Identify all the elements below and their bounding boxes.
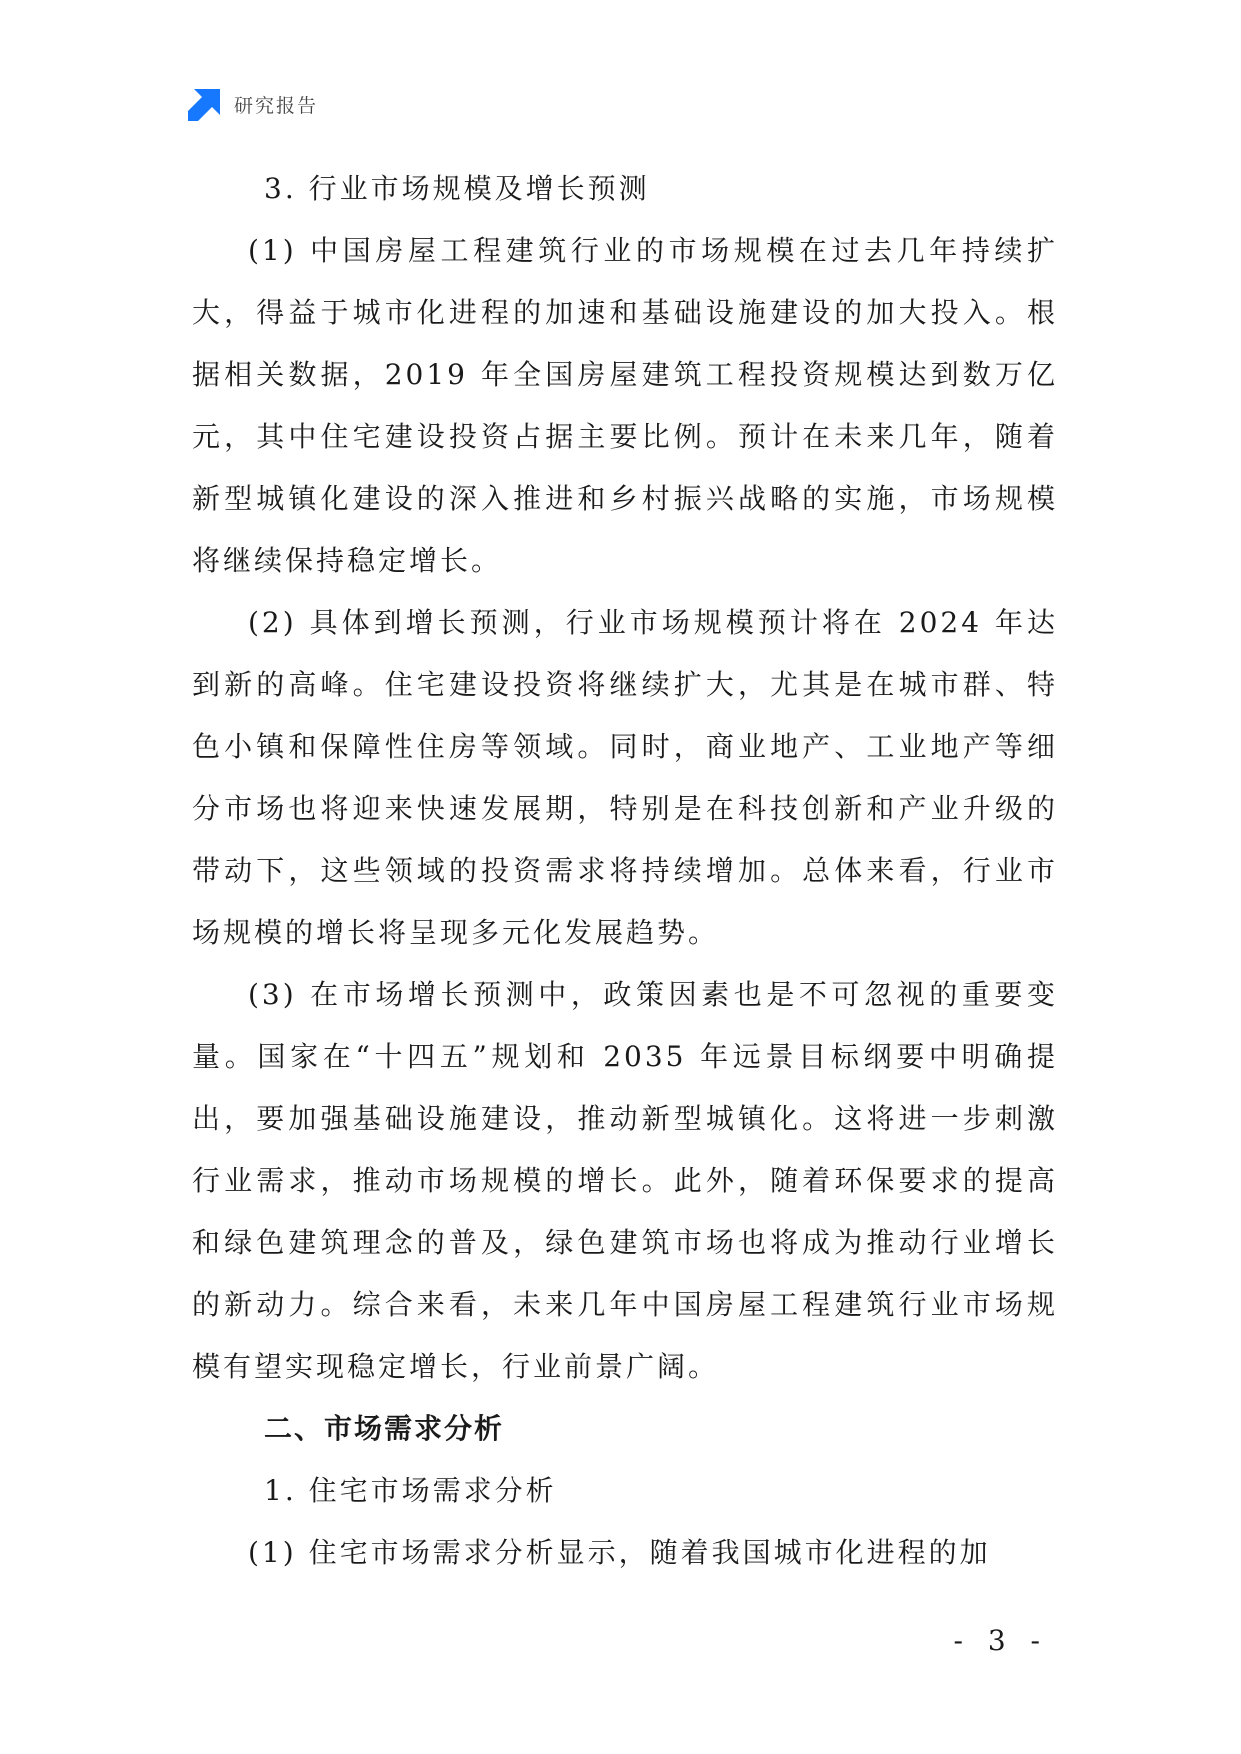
- page-number: - 3 -: [953, 1624, 1048, 1657]
- document-body: [192, 158, 1058, 1584]
- paragraph-3: (3) 在市场增长预测中，政策因素也是不可忽视的重要变量。国家在“十四五”规划和 2035 年远景目标纲要中明确提出，要加强基础设施建设，推动新型城镇化。这将进一步刺激行业需求，推动市场规模的增长。此外，随着环保要求的提高和绿色建筑理念的普及，绿色建筑市场也将成为推动行业增长的新动力。综合来看，未来几年中国房屋工程建筑行业市场规模有望实现稳定增长，行业前景广阔。: [192, 978, 1058, 1383]
- arrow-up-right-icon: [188, 87, 222, 121]
- paragraph-4: (1) 住宅市场需求分析显示，随着我国城市化进程的加: [248, 1536, 991, 1569]
- subsection-heading-3: 3. 行业市场规模及增长预测: [264, 172, 650, 205]
- header-title: 研究报告: [234, 94, 319, 117]
- section-heading-2: 二、市场需求分析: [264, 1412, 505, 1445]
- subsection-heading-1: 1. 住宅市场需求分析: [264, 1474, 557, 1507]
- page-header: [188, 86, 318, 122]
- paragraph-2: (2) 具体到增长预测，行业市场规模预计将在 2024 年达到新的高峰。住宅建设投资将继续扩大，尤其是在城市群、特色小镇和保障性住房等领域。同时，商业地产、工业地产等细分市场也将迎来快速发展期，特别是在科技创新和产业升级的带动下，这些领域的投资需求将持续增加。总体来看，行业市场规模的增长将呈现多元化发展趋势。: [192, 606, 1058, 949]
- paragraph-1: (1) 中国房屋工程建筑行业的市场规模在过去几年持续扩大，得益于城市化进程的加速和基础设施建设的加大投入。根据相关数据，2019 年全国房屋建筑工程投资规模达到数万亿元，其中住宅建设投资占据主要比例。预计在未来几年，随着新型城镇化建设的深入推进和乡村振兴战略的实施，市场规模将继续保持稳定增长。: [192, 234, 1058, 577]
